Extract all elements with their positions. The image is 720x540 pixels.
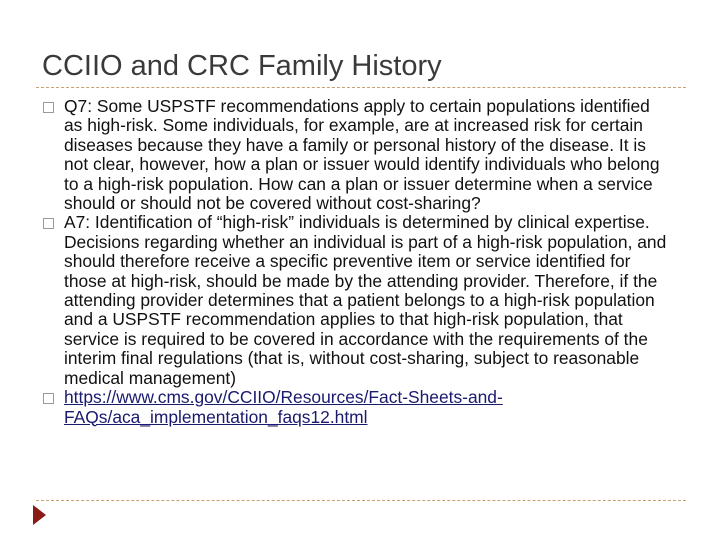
checkbox-icon <box>43 218 54 229</box>
footer-divider <box>36 500 686 501</box>
title-divider <box>36 87 686 88</box>
bullet-answer <box>43 213 668 388</box>
next-slide-arrow-icon[interactable] <box>33 505 46 525</box>
bullet-text: Q7: Some USPSTF recommendations apply to certain populations identified as high-risk. Some individuals, for example, are at increased risk for certain diseases because they have a family or personal history of the disease. It is not clear, however, how a plan or issuer would identify individuals who belong to a high-risk population. How can a plan or issuer determine when a service should or should not be covered without cost-sharing? <box>64 96 660 214</box>
bullet-question <box>43 97 668 213</box>
bullet-link <box>43 388 668 427</box>
bullet-list <box>43 97 668 427</box>
checkbox-icon <box>43 102 54 113</box>
bullet-text: A7: Identification of “high-risk” individuals is determined by clinical expertise. Decisions regarding whether an individual is part of a high-risk population, and should therefore receive a specific preventive item or service identified for those at high-risk, should be made by the attending provider. Therefore, if the attending provider determines that a patient belongs to a high-risk population and a USPSTF recommendation applies to that high-risk population, that service is required to be covered in accordance with the requirements of the interim final regulations (that is, without cost-sharing, subject to reasonable medical management) <box>64 212 667 388</box>
faq-link[interactable]: https://www.cms.gov/CCIIO/Resources/Fact-Sheets-and-FAQs/aca_implementation_faqs12.html <box>64 387 503 427</box>
checkbox-icon <box>43 393 54 404</box>
slide-title: CCIIO and CRC Family History <box>42 50 442 82</box>
